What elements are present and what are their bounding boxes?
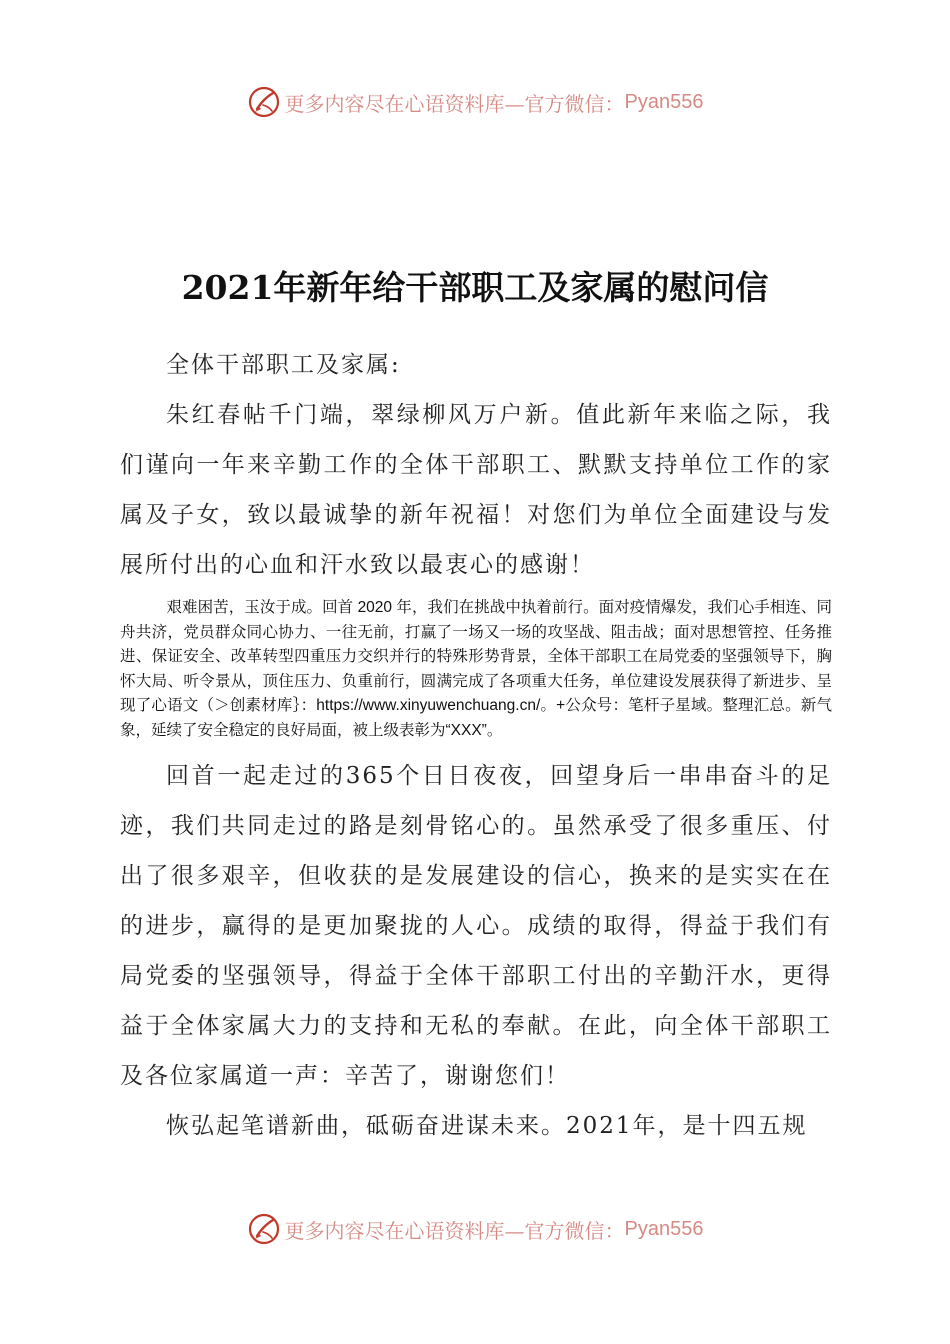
document-title: 2021年新年给干部职工及家属的慰问信 — [181, 268, 769, 307]
document-body — [120, 340, 832, 1151]
paragraph-2: 艰难困苦，玉汝于成。回首 2020 年，我们在挑战中执着前行。面对疫情爆发，我们心手相连、同舟共济，党员群众同心协力、一往无前，打赢了一场又一场的攻坚战、阻击战；面对思想管控、任务推进、保证安全、改革转型四重压力交织并行的特殊形势背景，全体干部职工在局党委的坚强领导下，胸怀大局、听令景从，顶住压力、负重前行，圆满完成了各项重大任务，单位建设发展获得了新进步、呈现了心语文（＞创素材库｝：https://www.xinyuwenchuang.cn/。+公众号：笔杆子星域。整理汇总。新气象，延续了安全稳定的良好局面，被上级表彰为“XXX”。 — [120, 599, 832, 739]
banner-wechat-id: Pyan556 — [624, 90, 704, 113]
header-banner — [0, 82, 950, 122]
footer-banner — [0, 1209, 950, 1249]
banner-text: 更多内容尽在心语资料库—官方微信： — [284, 1218, 625, 1243]
pen-logo-icon — [247, 1212, 281, 1246]
paragraph-4: 恢弘起笔谱新曲，砥砺奋进谋未来。2021年，是十四五规 — [166, 1113, 808, 1139]
pen-logo-icon — [247, 85, 281, 119]
salutation: 全体干部职工及家属: — [166, 352, 401, 378]
banner-wechat-id: Pyan556 — [624, 1217, 704, 1240]
paragraph-3: 回首一起走过的365个日日夜夜，回望身后一串串奋斗的足迹，我们共同走过的路是刻骨铭心的。虽然承受了很多重压、付出了很多艰辛，但收获的是发展建设的信心，换来的是实实在在的进步，赢得的是更加聚拢的人心。成绩的取得，得益于我们有局党委的坚强领导，得益于全体干部职工付出的辛勤汗水，更得益于全体家属大力的支持和无私的奉献。在此，向全体干部职工及各位家属道一声：辛苦了，谢谢您们！ — [120, 763, 832, 1089]
banner-text: 更多内容尽在心语资料库—官方微信： — [284, 91, 625, 116]
paragraph-1: 朱红春帖千门端，翠绿柳风万户新。值此新年来临之际，我们谨向一年来辛勤工作的全体干部职工、默默支持单位工作的家属及子女，致以最诚挚的新年祝福！对您们为单位全面建设与发展所付出的心血和汗水致以最衷心的感谢！ — [120, 402, 832, 578]
